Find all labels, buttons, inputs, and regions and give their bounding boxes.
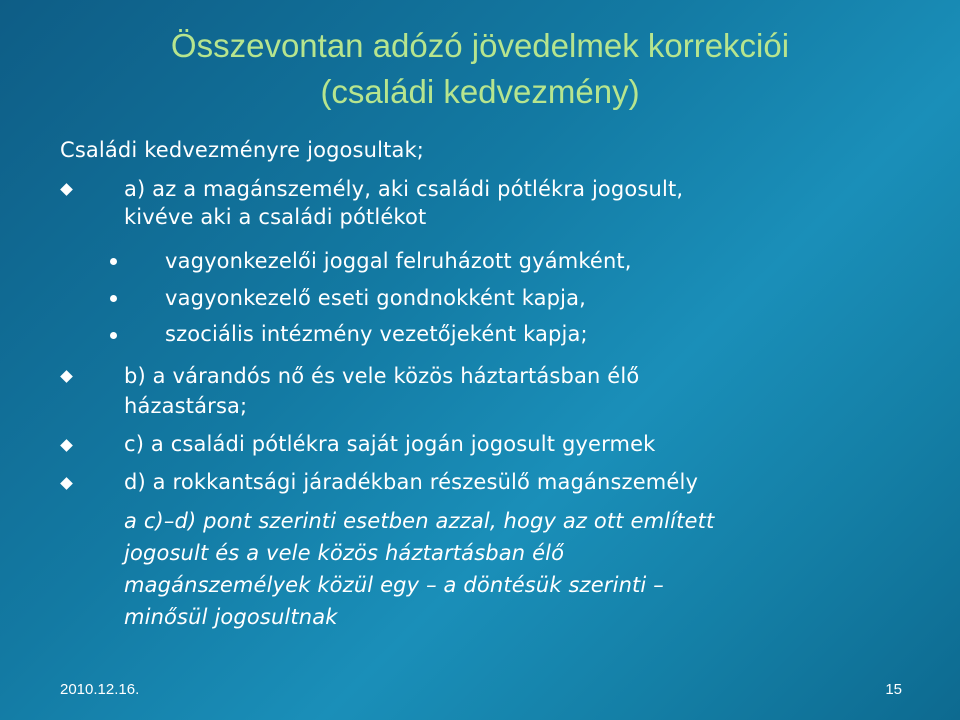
sub-item: vagyonkezelő eseti gondnokként kapja, <box>165 286 586 310</box>
diamond-bullet-icon <box>60 477 73 490</box>
diamond-bullet-icon <box>60 439 73 452</box>
diamond-bullet-icon <box>60 183 73 196</box>
page-number: 15 <box>885 681 902 698</box>
note-line: a c)–d) pont szerinti esetben azzal, hogy az ott említett <box>124 509 715 533</box>
diamond-bullet-icon <box>60 370 73 383</box>
note-line: jogosult és a vele közös háztartásban élő <box>124 541 565 565</box>
item-b-line-1: b) a várandós nő és vele közös háztartásban élő <box>124 364 640 388</box>
note-line: magánszemélyek közül egy – a döntésük szerinti – <box>124 573 664 597</box>
footer-date: 2010.12.16. <box>60 681 140 698</box>
slide-title-line-2: (családi kedvezmény) <box>320 73 640 110</box>
item-a-line-2: kivéve aki a családi pótlékot <box>124 205 427 229</box>
round-bullet-icon <box>110 295 117 302</box>
item-d: d) a rokkantsági járadékban részesülő magánszemély <box>124 470 699 494</box>
item-c: c) a családi pótlékra saját jogán jogosult gyermek <box>124 432 656 456</box>
sub-item: vagyonkezelői joggal felruházott gyámként, <box>165 249 632 273</box>
slide-title-line-1: Összevontan adózó jövedelmek korrekciói <box>170 27 790 64</box>
item-b-line-2: házastársa; <box>124 394 248 418</box>
item-a-line-1: a) az a magánszemély, aki családi pótlékra jogosult, <box>124 177 684 201</box>
sub-item: szociális intézmény vezetőjeként kapja; <box>165 322 588 346</box>
note-line: minősül jogosultnak <box>124 605 338 629</box>
intro-text: Családi kedvezményre jogosultak; <box>60 138 425 162</box>
round-bullet-icon <box>110 258 117 265</box>
round-bullet-icon <box>110 332 117 339</box>
